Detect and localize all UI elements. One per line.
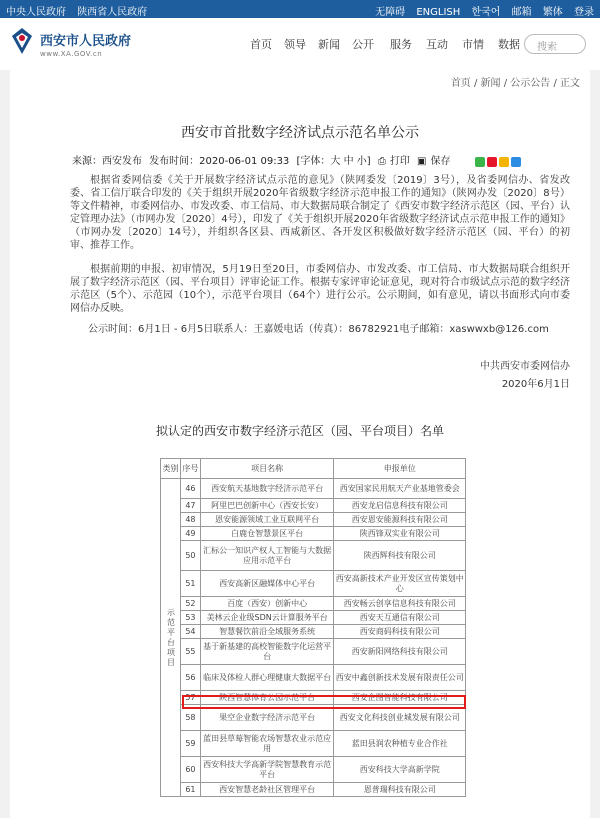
applicant-unit: 陕西辉科技有限公司: [334, 541, 466, 571]
project-name: 临床及体检人群心理健康大数据平台: [200, 665, 334, 691]
row-number: 56: [180, 665, 200, 691]
table-row: [161, 541, 466, 571]
applicant-unit: 西安畅云创享信息科技有限公司: [334, 597, 466, 611]
breadcrumb[interactable]: 首页 / 新闻 / 公示公告 / 正文: [450, 78, 580, 89]
row-number: 49: [180, 527, 200, 541]
table-row: [161, 597, 466, 611]
nav-data[interactable]: 数据: [498, 38, 520, 51]
project-name: 蓝田县草莓智能农场智慧农业示范应用: [200, 731, 334, 757]
article-source: 来源：西安发布: [72, 156, 142, 167]
table-row: [161, 625, 466, 639]
font-size-control[interactable]: [字体：大 中 小]: [296, 156, 371, 167]
top-bar: [0, 0, 600, 18]
row-number: 58: [180, 705, 200, 731]
article-container: [10, 70, 590, 818]
top-left-links: [6, 3, 155, 18]
link-traditional[interactable]: 繁体: [542, 7, 563, 18]
city-emblem-icon[interactable]: [8, 26, 36, 56]
table-row: [161, 499, 466, 513]
project-name: 西安航天基地数字经济示范平台: [200, 479, 334, 499]
project-name: 白鹿仓智慧景区平台: [200, 527, 334, 541]
site-url: www.XA.GOV.cn: [40, 50, 103, 58]
top-right-links: [367, 3, 594, 18]
save-button[interactable]: 保存: [430, 156, 451, 167]
table-row: [161, 731, 466, 757]
applicant-unit: 西安商码科技有限公司: [334, 625, 466, 639]
row-number: 59: [180, 731, 200, 757]
project-name: 恩安能源领域工业互联网平台: [200, 513, 334, 527]
article-paragraph-2: 根据前期的申报、初审情况，5月19日至20日，市委网信办、市发改委、市工信局、市大数据局联合组织开展了数字经济示范区（园、平台项目）评审论证工作。根据专家评审论证意见，现对符合市级试点示范的数字经济示范区（5个）、示范园（10个），示范平台项目（64个）进行公示。公示期间，如有意见，请以书面形式向市委网信办反映。: [70, 264, 570, 314]
project-name: 阿里巴巴创新中心（西安长安）: [200, 499, 334, 513]
link-shaanxi-gov[interactable]: 陕西省人民政府: [77, 7, 148, 18]
qzone-share-icon[interactable]: [499, 157, 509, 167]
row-number: 57: [180, 691, 200, 705]
highlight-box: [182, 695, 466, 709]
weibo-share-icon[interactable]: [487, 157, 497, 167]
project-name: 美林云企业级SDN云计算服务平台: [200, 611, 334, 625]
link-accessibility[interactable]: 无障碍: [375, 7, 406, 18]
table-row-highlighted: [161, 611, 466, 625]
row-number: 54: [180, 625, 200, 639]
row-number: 47: [180, 499, 200, 513]
applicant-unit: 西安企图智能科技有限公司: [334, 691, 466, 705]
project-name: 陕西智慧体育公园示范平台: [200, 691, 334, 705]
qq-share-icon[interactable]: [511, 157, 521, 167]
table-row: [161, 757, 466, 783]
site-name[interactable]: 西安市人民政府: [40, 34, 132, 49]
wechat-share-icon[interactable]: [475, 157, 485, 167]
header-unit: 申报单位: [334, 459, 466, 479]
article-paragraph-1: 根据省委网信委《关于开展数字经济试点示范的意见》（陕网委发〔2019〕3号），及省委网信办、省发改委、省工信厅联合印发的《关于组织开展2020年省级数字经济示范申报工作的通知》（陕网办发〔2020〕8号）等文件精神，市委网信办、市发改委、市工信局、市大数据局联合制定了《西安市数字经济示范区（园、平台）认定管理办法》（市网办发〔2020〕4号），印发了《关于组织开展2020年省级数字经济试点示范申报工作的通知》（市网办发〔2020〕14号），并组织各区县、西咸新区、各开发区积极做好数字经济示范区（园、平台）的初审、推荐工作。: [70, 175, 570, 251]
signature-org: 中共西安市委网信办: [480, 361, 570, 372]
link-login[interactable]: 登录: [574, 7, 594, 18]
project-name: 果空企业数字经济示范平台: [200, 705, 334, 731]
category-cell: 示范平台项目: [161, 479, 181, 797]
applicant-unit: 西安新阳网络科技有限公司: [334, 639, 466, 665]
applicant-unit: 蓝田县润农种植专业合作社: [334, 731, 466, 757]
nav-service[interactable]: 服务: [390, 38, 412, 51]
signature-date: 2020年6月1日: [501, 379, 570, 390]
row-number: 51: [180, 571, 200, 597]
nav-home[interactable]: 首页: [250, 38, 272, 51]
print-button[interactable]: 打印: [389, 156, 410, 167]
project-name: 西安高新区融媒体中心平台: [200, 571, 334, 597]
row-number: 61: [180, 783, 200, 797]
nav-public[interactable]: 公开: [352, 38, 374, 51]
table-row: [161, 513, 466, 527]
row-number: 50: [180, 541, 200, 571]
table-title: 拟认定的西安市数字经济示范区（园、平台项目）名单: [155, 424, 444, 438]
project-name: 基于新基建的高校智能数字化运营平台: [200, 639, 334, 665]
article-meta: [72, 152, 455, 167]
applicant-unit: 西安中鑫创新技术发展有限责任公司: [334, 665, 466, 691]
search-input[interactable]: 搜索: [524, 34, 586, 54]
applicant-unit: 西安天互通信有限公司: [334, 611, 466, 625]
link-central-gov[interactable]: 中央人民政府: [6, 7, 66, 18]
article-title: 西安市首批数字经济试点示范名单公示: [181, 125, 419, 141]
row-number: 52: [180, 597, 200, 611]
article-date: 发布时间：2020-06-01 09:33: [149, 156, 290, 167]
row-number: 55: [180, 639, 200, 665]
table-row: [161, 571, 466, 597]
header-project: 项目名称: [200, 459, 334, 479]
link-english[interactable]: ENGLISH: [416, 7, 461, 18]
applicant-unit: 恩普瑞科技有限公司: [334, 783, 466, 797]
applicant-unit: 西安恩安能源科技有限公司: [334, 513, 466, 527]
table-row: [161, 665, 466, 691]
project-name: 百度（西安）创新中心: [200, 597, 334, 611]
project-name: 西安科技大学高新学院智慧教育示范平台: [200, 757, 334, 783]
nav-leaders[interactable]: 领导: [284, 38, 306, 51]
applicant-unit: 西安高新技术产业开发区宣传策划中心: [334, 571, 466, 597]
nav-city-info[interactable]: 市情: [462, 38, 484, 51]
nav-news[interactable]: 新闻: [318, 38, 340, 51]
applicant-unit: 西安科技大学高新学院: [334, 757, 466, 783]
link-mailbox[interactable]: 邮箱: [511, 7, 532, 18]
table-row: [161, 639, 466, 665]
demonstration-list-table: [160, 458, 466, 797]
row-number: 46: [180, 479, 200, 499]
save-icon[interactable]: ▣: [417, 156, 427, 167]
project-name: 汇标公一知识产权人工智能与大数据应用示范平台: [200, 541, 334, 571]
print-icon[interactable]: ⎙: [377, 156, 386, 167]
share-icons: [475, 152, 523, 171]
applicant-unit: 陕西锋双实业有限公司: [334, 527, 466, 541]
table-row: [161, 783, 466, 797]
row-number: 60: [180, 757, 200, 783]
site-header: [0, 18, 600, 70]
nav-interact[interactable]: 互动: [426, 38, 448, 51]
applicant-unit: 西安国家民用航天产业基地管委会: [334, 479, 466, 499]
table-row: [161, 527, 466, 541]
project-name: 智慧餐饮前沿全域服务系统: [200, 625, 334, 639]
table-row: [161, 479, 466, 499]
header-category: 类别: [161, 459, 181, 479]
row-number: 48: [180, 513, 200, 527]
contact-info: 公示时间：6月1日 - 6月5日联系人：王嘉媛电话（传真）：86782921电子邮箱：xaswwxb@126.com: [88, 324, 549, 335]
applicant-unit: 西安龙启信息科技有限公司: [334, 499, 466, 513]
project-name: 西安智慧老龄社区管理平台: [200, 783, 334, 797]
row-number: 53: [180, 611, 200, 625]
link-korean[interactable]: 한국어: [471, 7, 501, 18]
header-number: 序号: [180, 459, 200, 479]
applicant-unit: 西安文化科技创业城发展有限公司: [334, 705, 466, 731]
